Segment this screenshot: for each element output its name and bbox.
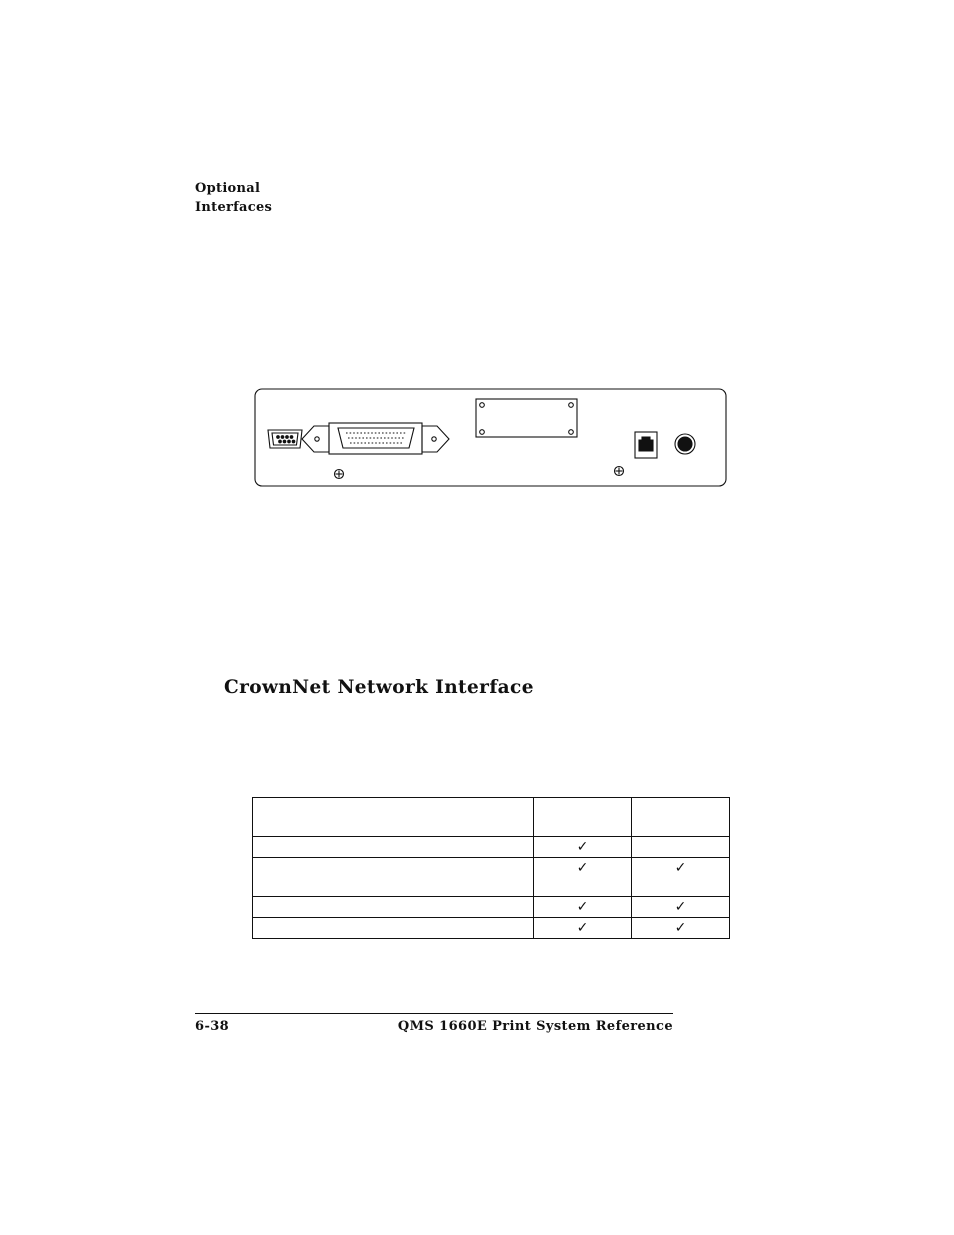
table-row [253,798,730,837]
table-cell-c2 [632,798,730,837]
feature-matrix-table [252,797,730,939]
section-tab [195,179,272,217]
rj45-jack-icon [635,432,657,458]
table-cell-feature [253,837,534,858]
footer-rule [195,1013,673,1014]
table-cell-c2 [632,918,730,939]
table-cell-c1 [534,858,632,897]
table-cell-feature [253,858,534,897]
section-tab-line-1: Optional [195,181,261,196]
table-cell-feature [253,897,534,918]
check-mark-icon: ✓ [674,860,687,876]
page-footer [195,1019,673,1039]
table-cell-feature [253,798,534,837]
table-cell-c1 [534,798,632,837]
table-row [253,918,730,939]
table-row [253,897,730,918]
table-cell-feature [253,918,534,939]
centronics-connector-icon [302,423,449,454]
table-row [253,858,730,897]
table-cell-c1 [534,837,632,858]
check-mark-icon: ✓ [576,839,589,855]
dc-jack-icon [675,434,695,454]
printer-rear-panel-figure [254,388,727,488]
table-cell-c1 [534,897,632,918]
table-cell-c2 [632,837,730,858]
table-cell-c2 [632,858,730,897]
check-mark-icon: ✓ [576,860,589,876]
table-row [253,837,730,858]
check-mark-icon: ✓ [674,899,687,915]
db9-connector-icon [268,430,302,448]
section-tab-line-2: Interfaces [195,200,273,215]
page-number: 6-38 [195,1019,230,1034]
expansion-plate-icon [476,399,577,437]
check-mark-icon: ✓ [576,920,589,936]
section-heading: CrownNet Network Interface [224,677,534,698]
table-cell-c1 [534,918,632,939]
ground-screw-icon [335,470,344,479]
ground-screw-icon [615,467,624,476]
book-title: QMS 1660E Print System Reference [397,1019,673,1034]
check-mark-icon: ✓ [674,920,687,936]
check-mark-icon: ✓ [576,899,589,915]
table-cell-c2 [632,897,730,918]
